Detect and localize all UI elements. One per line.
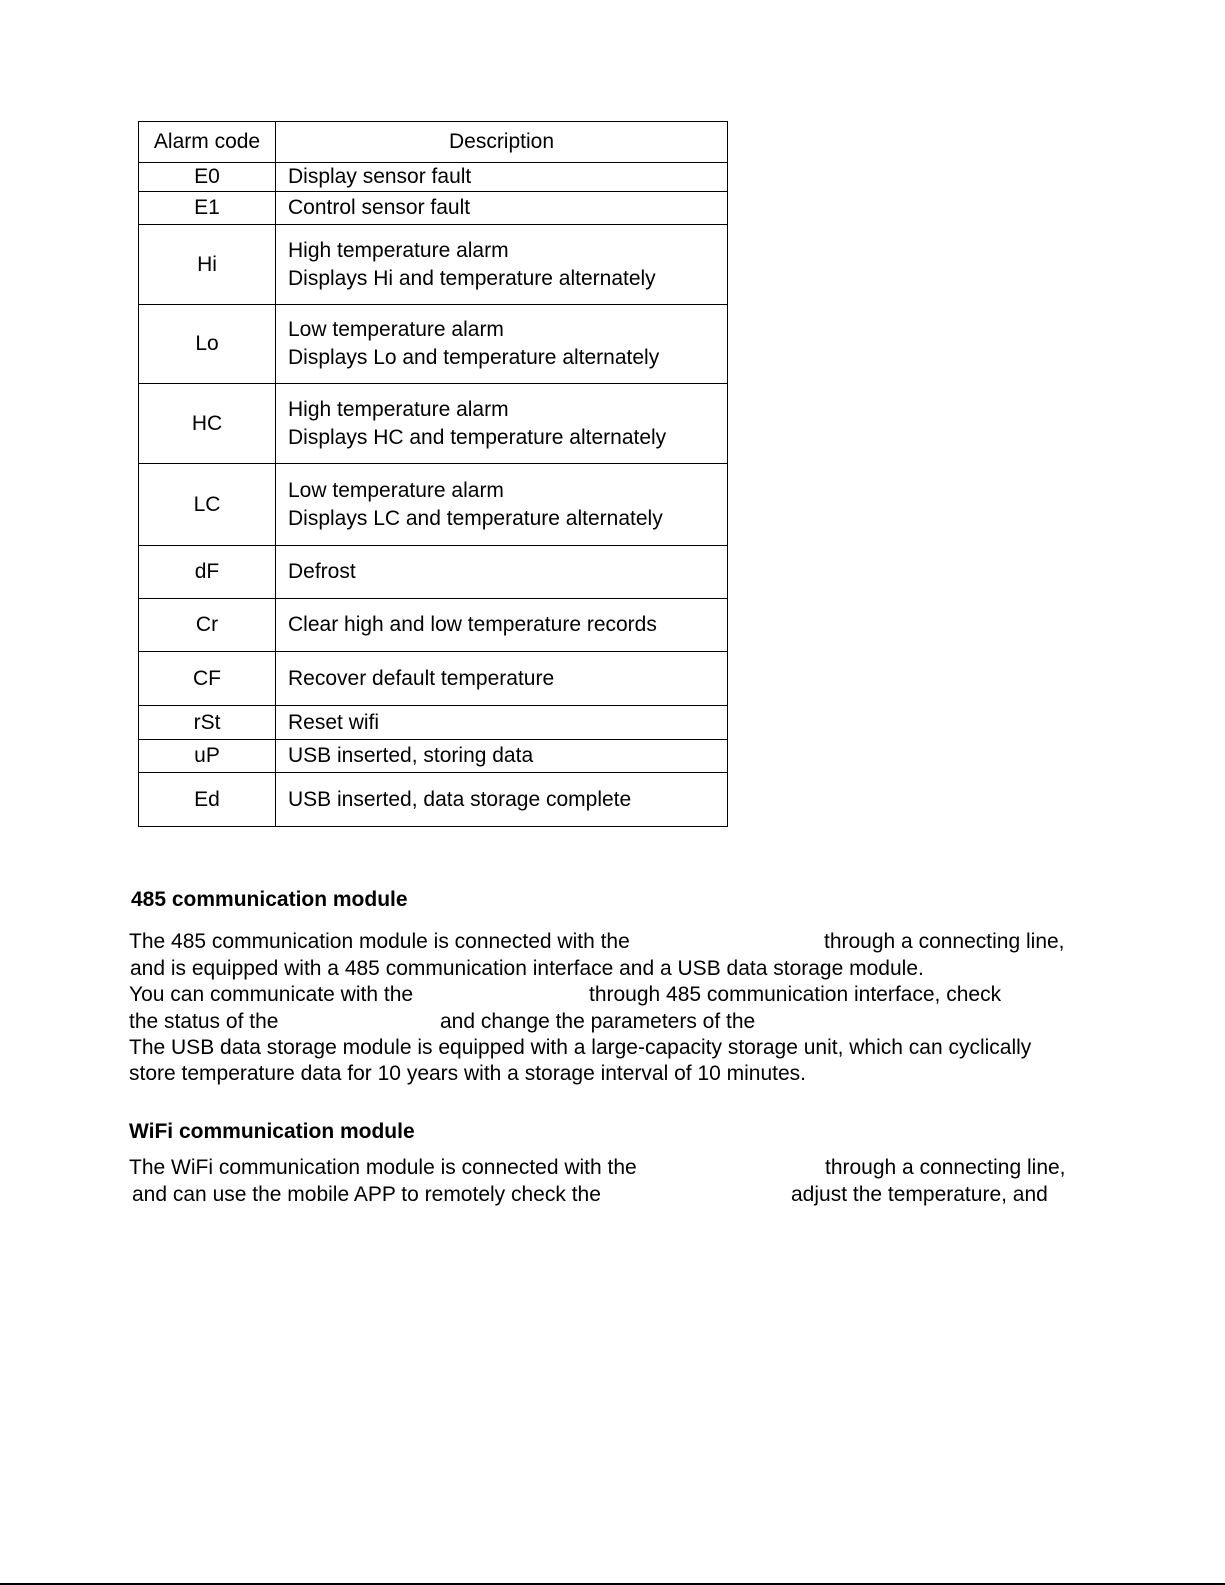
alarm-description-cell	[276, 706, 728, 740]
alarm-description-line: Control sensor fault	[288, 196, 471, 219]
table-row	[139, 740, 728, 773]
alarm-description-line: Displays LC and temperature alternately	[288, 506, 663, 530]
alarm-code-cell: dF	[139, 546, 276, 599]
table-header-row	[139, 122, 728, 163]
alarm-code-cell: Ed	[139, 773, 276, 827]
section-485-line-5: The USB data storage module is equipped with a large-capacity storage unit, which can cyclically	[129, 1036, 1032, 1059]
alarm-description-cell	[276, 163, 728, 192]
table-row	[139, 384, 728, 464]
section-wifi-line-1a: The WiFi communication module is connected with the	[129, 1156, 637, 1179]
alarm-code-cell: rSt	[139, 706, 276, 740]
alarm-code-cell: HC	[139, 384, 276, 464]
alarm-description-line: Display sensor fault	[288, 165, 472, 188]
table-row	[139, 225, 728, 305]
alarm-description-cell	[276, 652, 728, 706]
alarm-code-cell: CF	[139, 652, 276, 706]
table-row	[139, 192, 728, 225]
section-wifi-line-2a: and can use the mobile APP to remotely check the	[132, 1183, 601, 1206]
alarm-description-line: Defrost	[288, 560, 356, 583]
section-485-line-4a: the status of the	[129, 1010, 279, 1033]
section-wifi-heading: WiFi communication module	[129, 1120, 415, 1143]
section-485-line-2: and is equipped with a 485 communication interface and a USB data storage module.	[130, 957, 924, 980]
alarm-description-cell	[276, 305, 728, 384]
table-row	[139, 706, 728, 740]
section-485-line-3b: through 485 communication interface, check	[589, 983, 1002, 1006]
alarm-code-cell: uP	[139, 740, 276, 773]
alarm-description-cell	[276, 546, 728, 599]
alarm-description-line: Low temperature alarm	[288, 478, 504, 502]
alarm-description-cell	[276, 384, 728, 464]
alarm-code-cell: Cr	[139, 599, 276, 652]
section-485-line-4b: and change the parameters of the	[440, 1010, 756, 1033]
alarm-code-cell: Hi	[139, 225, 276, 305]
table-row	[139, 464, 728, 546]
section-485-line-6: store temperature data for 10 years with a storage interval of 10 minutes.	[129, 1062, 807, 1085]
alarm-description-line: USB inserted, storing data	[288, 744, 534, 767]
alarm-description-line: Displays Hi and temperature alternately	[288, 266, 656, 290]
alarm-description-line: High temperature alarm	[288, 238, 509, 262]
alarm-code-header: Alarm code	[139, 122, 276, 163]
alarm-code-cell: E0	[139, 163, 276, 192]
alarm-code-table	[138, 121, 728, 827]
section-wifi-line-1b: through a connecting line,	[825, 1156, 1066, 1179]
alarm-description-cell	[276, 599, 728, 652]
table-row	[139, 546, 728, 599]
alarm-description-cell	[276, 740, 728, 773]
table-row	[139, 599, 728, 652]
alarm-description-cell	[276, 192, 728, 225]
alarm-description-line: Low temperature alarm	[288, 318, 504, 341]
table-row	[139, 773, 728, 827]
alarm-description-line: Displays HC and temperature alternately	[288, 425, 667, 449]
section-485-line-1b: through a connecting line,	[824, 930, 1065, 953]
section-485-line-1a: The 485 communication module is connected with the	[129, 930, 630, 953]
alarm-description-cell	[276, 773, 728, 827]
table-row	[139, 652, 728, 706]
alarm-code-cell: LC	[139, 464, 276, 546]
alarm-description-cell	[276, 225, 728, 305]
alarm-code-cell: Lo	[139, 305, 276, 384]
section-485-heading: 485 communication module	[131, 888, 408, 911]
section-485-line-3a: You can communicate with the	[129, 983, 414, 1006]
alarm-description-line: Reset wifi	[288, 710, 380, 734]
table-row	[139, 305, 728, 384]
alarm-description-line: USB inserted, data storage complete	[288, 787, 632, 811]
section-wifi-line-2b: adjust the temperature, and	[791, 1183, 1048, 1206]
alarm-description-line: Displays Lo and temperature alternately	[288, 346, 660, 369]
alarm-description-line: Clear high and low temperature records	[288, 613, 657, 636]
alarm-description-line: High temperature alarm	[288, 397, 509, 421]
table-row	[139, 163, 728, 192]
alarm-code-cell: E1	[139, 192, 276, 225]
alarm-table-body	[139, 163, 728, 827]
description-header: Description	[276, 122, 728, 163]
alarm-description-cell	[276, 464, 728, 546]
alarm-description-line: Recover default temperature	[288, 666, 555, 690]
